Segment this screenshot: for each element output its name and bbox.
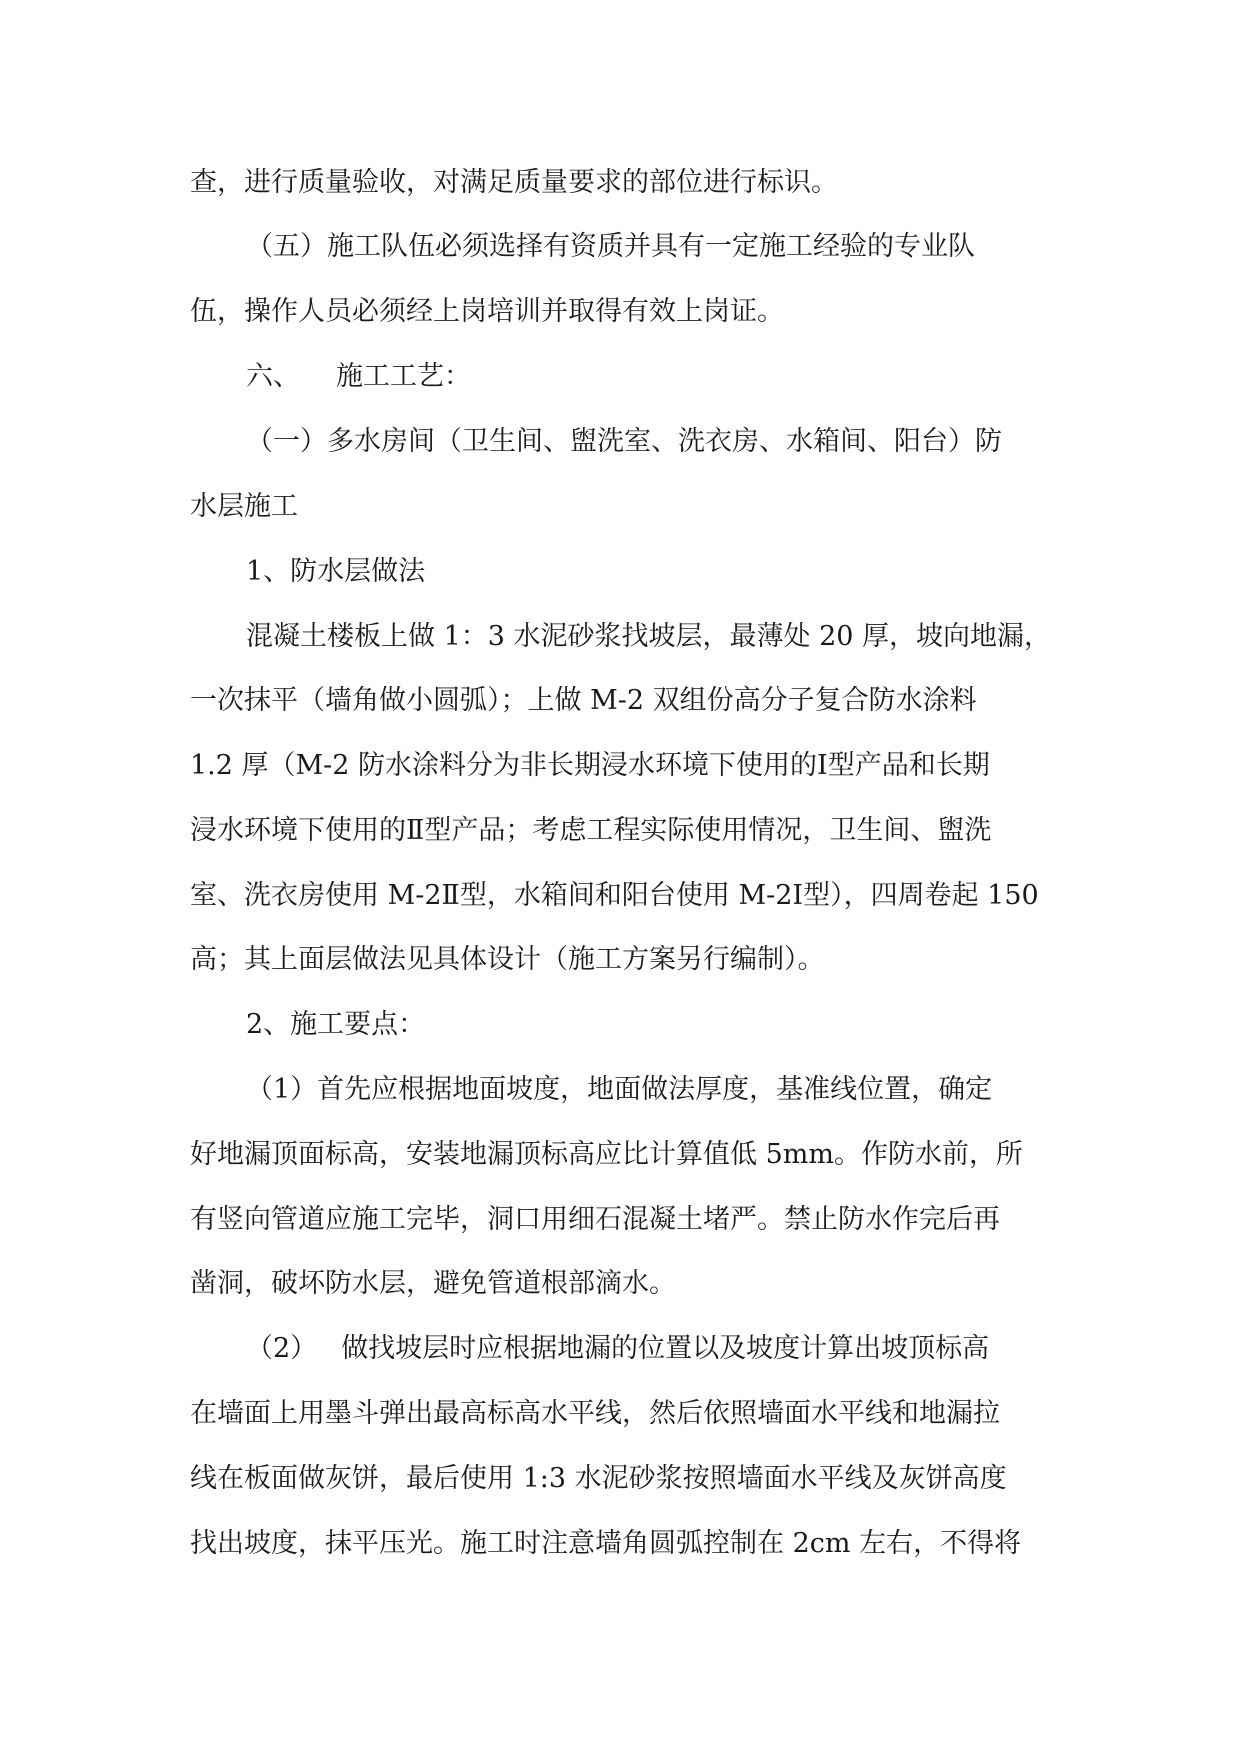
section-number: 六、 [246, 361, 300, 392]
paragraph-line: 查，进行质量验收，对满足质量要求的部位进行标识。 [190, 167, 838, 198]
paragraph-line: 室、洗衣房使用 M-2Ⅱ型，水箱间和阳台使用 M-2Ⅰ型），四周卷起 150 [190, 880, 1039, 911]
paragraph-line: 凿洞，破坏防水层，避免管道根部滴水。 [190, 1268, 676, 1299]
paragraph-line: 混凝土楼板上做 1：3 水泥砂浆找坡层，最薄处 20 厚，坡向地漏， [246, 621, 1052, 652]
section-title: 施工工艺： [336, 361, 471, 392]
item-number: （2） [246, 1333, 318, 1364]
subheading: 1、防水层做法 [246, 556, 426, 587]
paragraph-line: 伍，操作人员必须经上岗培训并取得有效上岗证。 [190, 296, 784, 327]
paragraph-line: 浸水环境下使用的Ⅱ型产品；考虑工程实际使用情况，卫生间、盥洗 [190, 815, 992, 846]
paragraph-line: 水层施工 [190, 491, 298, 522]
item-text: 做找坡层时应根据地漏的位置以及坡度计算出坡顶标高 [341, 1333, 990, 1364]
paragraph-line: 高；其上面层做法见具体设计（施工方案另行编制）。 [190, 944, 825, 975]
paragraph-line: 一次抹平（墙角做小圆弧）；上做 M-2 双组份高分子复合防水涂料 [190, 685, 977, 716]
paragraph-line: （一）多水房间（卫生间、盥洗室、洗衣房、水箱间、阳台）防 [246, 426, 1002, 457]
paragraph-line: 在墙面上用墨斗弹出最高标高水平线，然后依照墙面水平线和地漏拉 [190, 1398, 1000, 1429]
paragraph-line [246, 1331, 989, 1367]
paragraph-line: 有竖向管道应施工完毕，洞口用细石混凝土堵严。禁止防水作完后再 [190, 1204, 1000, 1235]
paragraph-line: （五）施工队伍必须选择有资质并具有一定施工经验的专业队 [246, 231, 975, 262]
paragraph-line: 找出坡度，抹平压光。施工时注意墙角圆弧控制在 2cm 左右，不得将 [190, 1528, 1022, 1559]
section-heading [246, 359, 471, 395]
subheading: 2、施工要点： [246, 1009, 426, 1040]
paragraph-line: 线在板面做灰饼，最后使用 1:3 水泥砂浆按照墙面水平线及灰饼高度 [190, 1463, 1007, 1494]
paragraph-line: 好地漏顶面标高，安装地漏顶标高应比计算值低 5mm。作防水前，所 [190, 1139, 1023, 1170]
paragraph-line: （1）首先应根据地面坡度，地面做法厚度，基准线位置，确定 [246, 1074, 993, 1105]
paragraph-line: 1.2 厚（M-2 防水涂料分为非长期浸水环境下使用的Ⅰ型产品和长期 [190, 750, 990, 781]
